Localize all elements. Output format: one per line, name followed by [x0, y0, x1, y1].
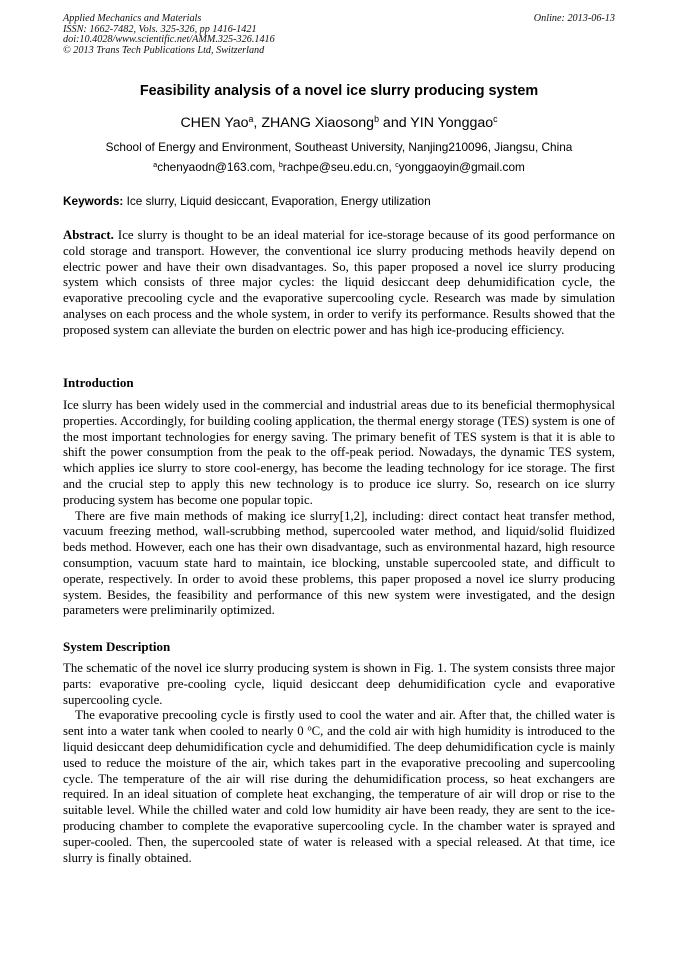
author-separator: ,	[253, 115, 262, 131]
author-name: YIN Yonggao	[410, 115, 494, 131]
keywords-label: Keywords:	[63, 194, 124, 208]
email-separator: ,	[388, 160, 396, 174]
paragraph: Ice slurry has been widely used in the commercial and industrial areas due to its beneficial thermophysical properties. Accordingly, for building cooling application, the thermal energy storage (TES) system is one of the most important technologies for energy saving. The primary benefit of TES system is that it is able to shift the power consumption from the peak to the off-peak period. Nowadays, the dynamic TES system, which applies ice slurry to store cool-energy, has become the leading technology for ice storage. The first and the crucial step to apply this new technology is to produce ice slurry. So, research on ice slurry producing system has become one popular topic.	[63, 398, 615, 507]
paper-title: Feasibility analysis of a novel ice slurry producing system	[139, 83, 539, 99]
author-list	[0, 115, 678, 131]
affiliation: School of Energy and Environment, Southeast University, Nanjing210096, Jiangsu, China	[105, 140, 573, 154]
abstract-label: Abstract.	[63, 228, 114, 242]
paragraph-text: The evaporative precooling cycle is firstly used to cool the water and air. After that, the chilled water is sent into a water tank when cooled to nearly 0	[63, 708, 615, 739]
keywords	[63, 194, 615, 208]
author-affil-mark: b	[374, 114, 379, 125]
paragraph-text: C, and the cold air with high humidity is introduced to the liquid desiccant deep dehumidification cycle and dehumidified. The deep dehumidification cycle is mainly used to reduce the moisture of the air, which takes part in the evaporative precooling and supercooling cycle. The temperature of the air will rise during the dehumidification process, so heat exchangers are required. In an ideal situation of complete heat exchanging, the temperature of air will drop or rise to the suitable level. While the chilled water and cold low humidity air have been ready, they are sent to the ice-producing chamber to complete the evaporative supercooling cycle. In the chamber water is sprayed and super-cooled. Then, the supercooled state of water is released with a special released. At that time, ice slurry is finally obtained.	[63, 724, 615, 865]
paragraph: There are five main methods of making ice slurry[1,2], including: direct contact heat transfer method, vacuum freezing method, wall-scrubbing method, supercooled water method, and liquid/solid fluidized beds method. However, each one has their own disadvantage, such as environmental hazard, high resource consumption, vacuum state hard to maintain, ice blocking, unstable supercooled state, and difficult to operate, respectively. In order to avoid these problems, this paper proposed a novel ice slurry producing system. Besides, the feasibility and performance of this new system were investigated, and the design parameters were preliminarily optimized.	[63, 508, 615, 618]
online-date: Online: 2013-06-13	[533, 13, 615, 24]
section-heading: Introduction	[63, 375, 134, 390]
copyright-line: © 2013 Trans Tech Publications Ltd, Switzerland	[63, 44, 265, 56]
email-separator: ,	[272, 160, 279, 174]
email-link[interactable]: rachpe@seu.edu.cn	[282, 160, 389, 174]
system-description-body	[63, 661, 615, 866]
author-name: CHEN Yao	[180, 115, 249, 131]
abstract	[63, 228, 615, 339]
abstract-text: Ice slurry is thought to be an ideal material for ice-storage because of its good performance on cold storage and transport. However, the conventional ice slurry producing methods heavily depend on electric power and have their own disadvantages. So, this paper proposed a novel ice slurry producing system which consists of three major cycles: the liquid desiccant deep dehumidification cycle, the evaporative precooling cycle and the evaporative supercooling cycle. Research was made by simulation analyses on each process and the whole system, in order to verify its performance. Results showed that the proposed system can alleviate the burden on electric power and has high ice-producing efficiency.	[63, 228, 615, 337]
abstract-paragraph	[63, 228, 615, 339]
journal-name: Applied Mechanics and Materials	[63, 13, 202, 24]
doi-line[interactable]: doi:10.4028/www.scientific.net/AMM.325-326.1416	[63, 34, 275, 46]
email-list	[0, 160, 678, 174]
journal-header	[63, 14, 275, 56]
author-separator: and	[378, 115, 411, 131]
issn-line: ISSN: 1662-7482, Vols. 325-326, pp 1416-1421	[63, 23, 257, 35]
section-heading: System Description	[63, 639, 171, 654]
paragraph	[63, 708, 615, 866]
degree-mark: o	[307, 723, 312, 733]
author-affil-mark: a	[248, 114, 254, 125]
paragraph: The schematic of the novel ice slurry producing system is shown in Fig. 1. The system consists three major parts: evaporative pre-cooling cycle, liquid desiccant deep dehumidification cycle and evaporative supercooling cycle.	[63, 661, 615, 707]
email-link[interactable]: yonggaoyin@gmail.com	[398, 160, 525, 174]
author-affil-mark: c	[493, 114, 498, 125]
email-link[interactable]: chenyaodn@163.com	[157, 160, 273, 174]
keywords-text: Ice slurry, Liquid desiccant, Evaporation, Energy utilization	[123, 194, 431, 208]
email-mark: a	[153, 159, 158, 169]
email-mark: c	[395, 159, 399, 169]
author-name: ZHANG Xiaosong	[261, 115, 375, 131]
email-mark: b	[278, 159, 283, 169]
introduction-body	[63, 398, 615, 619]
